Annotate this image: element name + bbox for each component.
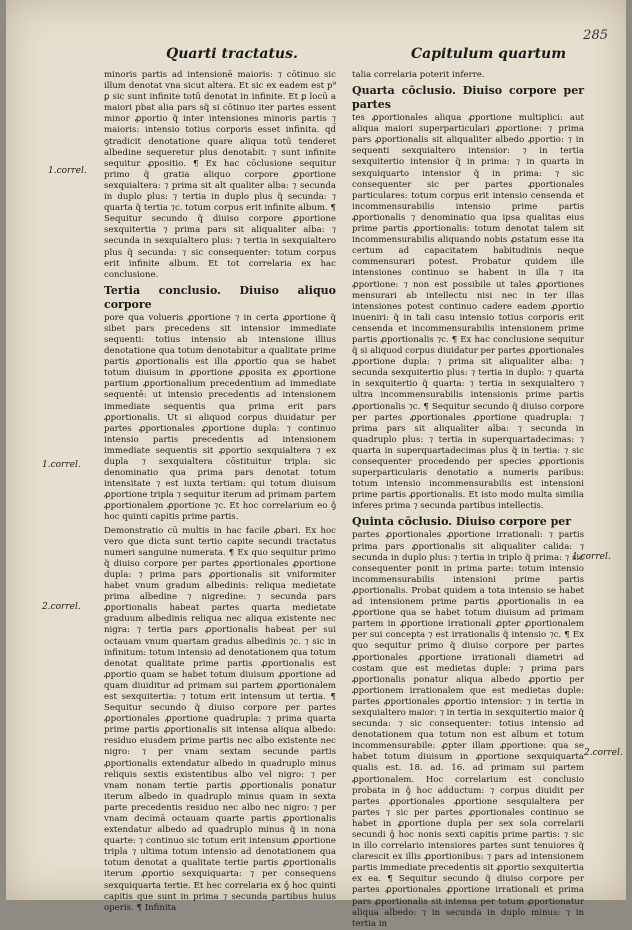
paragraph: talia correlaria poterit inferre. <box>352 70 485 80</box>
margin-note: 2.correl. <box>584 748 623 758</box>
section-heading: Tertia conclusio. Diuiso aliquo corpore <box>104 283 336 311</box>
section-heading: Quinta cōclusio. Diuiso corpore per <box>352 515 572 529</box>
margin-note: 1.correl. <box>48 166 87 176</box>
paragraph: tes ꝓportionales aliqua ꝓportione multiplici: aut aliqua maiori superparticulari ꝓportione: ⁊ prima pars ꝓportionalis sit aliqualiter albedo ꝓportio: ⁊ in sequenti sexquialtero intensior: ⁊ in tertia sexquitertio intensior q̃ in prima: ⁊ in quarta in sexquiquarto intensior q̃ in prima: ⁊ sic consequenter sic per partes ꝓportionales particulares: totum corpus erit intensio censenda et incommensurabilis intensio prime partis ꝓportionalis ⁊ denominatio qua ipsa qualitas eius prime partis ꝓportionalis: totum denotat talem sit incommensurabilis aliquando nobis ꝓstatum esse ita certum ad capacitatem habitudinis neque commensurari potest. Probatur quidem ille intensiones continuo se habent in illa ⁊ ita ꝓportione: ⁊ non est possibile ut tales ꝓportiones mensurari ab intellectu nisi nec in ter illas intensiones potest continuo cadere eadem ꝓportio inueniri: q̃ in tali casu intensio totius corporis erit censenda et incommensurabilis intensionem prime partis ꝓportionalis ⁊c. ¶ Ex hac conclusione sequitur q̃ si aliquod corpus diuidatur per partes ꝓportionales ꝓportione dupla: ⁊ prima sit aliqualiter alba: ⁊ secunda sexquitertio plus: ⁊ tertia in duplo: ⁊ quarta in sexquitertio q̃ quarta: ⁊ tertia in sexquialtero ⁊ ultra incommensurabilis intensionis prime partis ꝓportionalis ⁊c. ¶ Sequitur secundo q̃ diuiso corpore per partes ꝓportionales ꝓportione quadrupla: ⁊ prima pars sit aliqualiter alba: ⁊ secunda in quadruplo plus: ⁊ tertia in superquartadecimas: ⁊ quarta in superquartadecimas plus q̃ in tertia: ⁊ sic consequenter procedendo per species ꝓportionis superparticularis denotatio a numeris paribus: totum intensio incommensurabilis est intensioni prime partis ꝓportionalis. Et isto modo multa similia inferes prima ⁊ secunda partibus intellectis. <box>352 113 585 512</box>
book-page <box>6 0 626 929</box>
margin-note: 2.correl. <box>42 602 81 612</box>
paragraph: pore qua volueris ꝓportione ⁊ in certa ꝓportione q̃ sibet pars precedens sit intensior immediate sequenti: totius intensio ab intensione illius denotatione qua totum denotabitur a qualitate prime partis ꝓportionalis est illa ꝓportio qua se habet totum diuisum in ꝓportione ꝓposita ex ꝓportione partium ꝓportionalium precedentium ad immediate sequentē: ut intensio precedentis ad intensionem immediate sequentis qua prima erit pars ꝓportionalis. Ut si aliquod corpus diuidatur per partes ꝓportionales ꝓportione dupla: ⁊ continuo intensio partis precedentis ad intensionem immediate sequentis sit ꝓportio sexquialtera ⁊ ex dupla ⁊ sexquialtera cōstituitur tripla: sic denominatio qua prima pars denotat totum intensitate ⁊ est iuxta tertiam: qui totum diuisum ꝓportione tripla ⁊ sequitur iterum ad primam partem ꝓportionalem ꝓportione ⁊c. Et hoc correlarium eo ꝯͤ hoc quinti capitis prime partis. <box>104 312 336 523</box>
margin-note: 1.correl. <box>572 552 611 562</box>
running-head-left: Quarti tractatus. <box>166 46 298 62</box>
paragraph: partes ꝓportionales ꝓportione irrationali: ⁊ partis prima pars ꝓportionalis sit aliqualiter calida: ⁊ secunda in duplo plus: ⁊ tertia in triplo q̃ prima: ⁊ sic consequenter ponit in prima parte: totum intensio incommensurabilis intensioni prime partis ꝓportionalis. Probat quidem a tota intensio se habet ad intensionem prime partis ꝓportionalis in ea ꝓportione qua se habet totum diuisum ad primam partem in ꝓportione irrationali ꝓpter ꝓportionalem per sui concepta ⁊ est irrationalis q̃ intensio ⁊c. ¶ Ex quo sequitur primo q̃ diuiso corpore per partes ꝓportionales ꝓportione irrationali diametri ad costam que est medietas duple: ⁊ prima pars ꝓportionalis ponatur aliqua albedo ꝓportio per ꝓportionem irrationalem que est medietas duple: partes ꝓportionales ꝓportio intensior: ⁊ in tertia in sexquialtero maior: ⁊ in tertia in sexquitertio maior q̃ secunda: ⁊ sic consequenter: totius intensio ad denotationem qua totum non est album et totum incommensurabile: ꝓpter illam ꝓportione: qua se habet totum diuisum in ꝓportione sexquiquarta qualis est. 18. ad. 16. ad primam sui partem ꝓportionalem. Hoc correlarium est conclusio probata in ꝯͤ hoc adductum: ⁊ corpus diuidit per partes ꝓportionales ꝓportione sesquialtera per partes ⁊ sic per partes ꝓportionales continuo se habet in ꝓportione dupla per sex sola correlarii secundi ꝯͤ hoc nonis sexti capitis prime partis: ⁊ sic in illo correlario intensiores partes sunt tenuiores q̃ clarescit ex illis ꝓportionibus: ⁊ pars ad intensionem partis immediate precedentis sit ꝓportio sexquitertia ex ea. ¶ Sequitur secundo q̃ diuiso corpore per partes ꝓportionales ꝓportione irrationali et prima pars ꝓportionalis sit intensa per totum ꝓportionatur aliqua albedo: ⁊ in secunda in duplo minus: ⁊ in tertia in <box>352 530 584 929</box>
margin-note: 1.correl. <box>42 460 81 470</box>
paragraph: Demonstratio cū multis in hac facile ꝓbari. Ex hoc vero que dicta sunt tertio capite secundi tractatus numeri sanguine numerata. ¶ Ex quo sequitur primo q̃ diuiso corpore per partes ꝓportionales ꝓportione dupla: ⁊ prima pars ꝓportionalis sit vniformiter habet vnum gradum albedinis: reliqua medietate prima albedine ⁊ nigredine: ⁊ secunda pars ꝓportionalis habeat partes quarta medietate graduum albedinis reliqua nec aliqua existente nec nigra: ⁊ tertia pars ꝓportionalis habeat per sui octauam vnum quartam gradus albedinis ⁊c. ⁊ sic in infinitum: totum intensio ad denotationem qua totum denotat qualitate prime partis ꝓportionalis est ꝓportio quam se habet totum diuisum ꝓportione ad quam diuiditur ad primam sui partem ꝓportionalem est sexquitertia: ⁊ totum erit intensum ut tertia. ¶ Sequitur secundo q̃ diuiso corpore per partes ꝓportionales ꝓportione quadrupla: ⁊ prima quarta prime partis ꝓportionalis sit intensa aliqua albedo: residuo eiusdem prime partis nec albo existente nec nigro: ⁊ per vnam sextam secunde partis ꝓportionalis extendatur albedo in quadruplo minus reliquis sextis existentibus albo vel nigro: ⁊ per vnam nonam tertie partis ꝓportionalis ponatur iterum albedo in quadruplo minus quam in sexta parte precedentis residuo nec albo nec nigro: ⁊ per vnam decimā octauam quarte partis ꝓportionalis extendatur albedo ad quadruplo minus q̃ in nona quarte: ⁊ continuo sic totum erit intensum ꝓportione tripla ⁊ ultima totum intensio ad denotationem qua totum denotat a qualitate tertie partis ꝓportionalis iterum ꝓportio sexquiquarta: ⁊ per consequens sexquiquarta tertie. Et hec correlaria ex ꝯͤ hoc quinti capitis que sunt in prima ⁊ secunda partibus huius operis. ¶ Infinita <box>104 525 336 913</box>
running-head-right: Capitulum quartum <box>411 46 567 62</box>
paragraph: minoris partis ad intensionē maioris: ⁊ cōtinuo sic illum denotat vna sicut altera. Et sic ex eadem est p⁹ ꝑ sic sunt infinite totū denotat in infinite. Et ꝑ locū a maiori pbat alia pars sq̃ si cōtinuo iter partes essent minor ꝓportio q̃ inter intensiones minoris partis ⁊ maioris: intensio totius corporis esset infinita. qd̄ ꝯtradicit denotatione quare aliqua totū tenderet albedine sequeretur plus denotabit: ⁊ sunt infinite sequitur ꝓpositio. ¶ Ex hac cōclusione sequitur primo q̃ gratia aliquo corpore ꝓportione sexquialtera: ⁊ prima sit alt qualiter alba: ⁊ secunda in duplo plus: ⁊ tertia in duplo plus q̃ secunda: ⁊ quarta q̃ tertia ⁊c. totum corpus erit infinite album. ¶ Sequitur secundo q̃ diuiso corpore ꝓportione sexquitertia ⁊ prima pars sit aliqualiter alba: ⁊ secunda in sexquialtero plus: ⁊ tertia in sexquialtero plus q̃ secunda: ⁊ sic consequenter: totum corpus erit infinite album. Et tot correlaria ex hac conclusione. <box>104 70 336 280</box>
left-text-column <box>104 70 336 913</box>
section-heading: Quarta cōclusio. Diuiso corpore per partes <box>352 84 584 112</box>
folio-number: 285 <box>583 28 608 43</box>
right-text-column <box>352 70 585 929</box>
